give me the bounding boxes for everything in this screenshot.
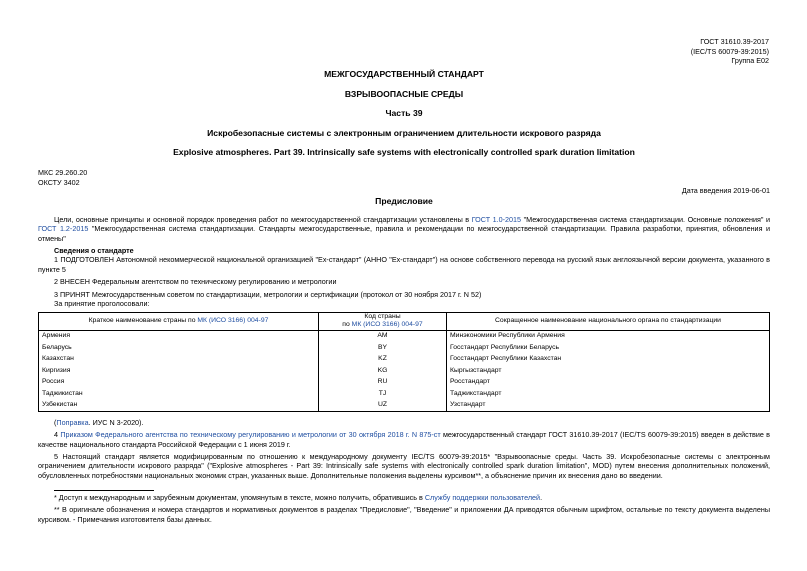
code-cell: BY xyxy=(319,342,447,354)
code-cell: UZ xyxy=(319,400,447,412)
item-5: 5 Настоящий стандарт является модифицированным по отношению к международному документу IEC/TS 60079-39:2015* "Взрывоопасные среды. Часть 39. Искробезопасные системы с электронным ограничением длительности искрового разряда" ("Explosive atmospheres - Part 39: Intrinsically safe systems with electronically controlled spark duration limitation", MOD) путем внесения дополнительных положений, обусловленных потребностями национальных экономик стран, указанных выше. Дополнительные положения выделены курсивом**, а объяснение причин их внесения дано во введении. xyxy=(38,452,770,480)
mk-iso-link-2[interactable]: МК (ИСО 3166) 004-97 xyxy=(351,321,423,329)
amendment-note: (Поправка. ИУС N 3-2020). xyxy=(54,418,144,427)
title-explosive-atmospheres: ВЗРЫВООПАСНЫЕ СРЕДЫ xyxy=(344,89,464,99)
document-header xyxy=(691,37,769,66)
voted-label: За принятие проголосовали: xyxy=(54,298,150,308)
foreword-heading: Предисловие xyxy=(375,196,433,206)
footnote-1-end: . xyxy=(540,493,543,502)
code-cell: KZ xyxy=(319,354,447,366)
item-1: 1 ПОДГОТОВЛЕН Автономной некоммерческой национальной организацией "Ex-стандарт" (АННО "Ex-стандарт") на основе собственного перевода на русский язык англоязычной версии документа, указанного в пункте 5 xyxy=(38,255,770,274)
intro-paragraph xyxy=(38,215,770,243)
country-cell: Казахстан xyxy=(39,354,319,366)
item-4 xyxy=(38,430,770,449)
header-code-text: Код страны xyxy=(364,313,401,320)
body-cell: Таджикстандарт xyxy=(447,388,770,400)
body-cell: Минэкономики Республики Армения xyxy=(447,330,770,342)
header-code xyxy=(319,313,447,331)
footnote-divider xyxy=(54,490,154,491)
support-link[interactable]: Службу поддержки пользователей xyxy=(424,493,541,502)
body-cell: Росстандарт xyxy=(447,377,770,389)
after-table-text xyxy=(38,418,770,480)
body-cell: Госстандарт Республики Беларусь xyxy=(447,342,770,354)
code-cell: TJ xyxy=(319,388,447,400)
voting-countries-table xyxy=(38,312,770,412)
table-row xyxy=(39,400,770,412)
intro-text-b: "Межгосударственная система стандартизации. Основные положения" и xyxy=(521,215,770,224)
mks-code: МКС 29.260.20 xyxy=(38,168,88,177)
group-code: Группа Е02 xyxy=(731,56,769,66)
country-cell: Россия xyxy=(39,377,319,389)
table-row xyxy=(39,342,770,354)
header-body: Сокращенное наименование национального органа по стандартизации xyxy=(447,313,770,331)
okstu-code: ОКСТУ 3402 xyxy=(38,178,80,188)
footnote-1 xyxy=(38,493,770,502)
title-interstate-standard: МЕЖГОСУДАРСТВЕННЫЙ СТАНДАРТ xyxy=(324,69,484,79)
table-row xyxy=(39,388,770,400)
title-english: Explosive atmospheres. Part 39. Intrinsically safe systems with electronically controlled spark duration limitation xyxy=(173,147,635,157)
code-cell: AM xyxy=(319,330,447,342)
header-country xyxy=(39,313,319,331)
footnote-1-text: * Доступ к международным и зарубежным документам, упомянутым в тексте, можно получить, обратившись в xyxy=(54,493,425,502)
country-cell: Киргизия xyxy=(39,365,319,377)
country-cell: Таджикистан xyxy=(39,388,319,400)
standard-info-heading: Сведения о стандарте xyxy=(54,246,134,256)
amendment-text: . ИУС N 3-2020). xyxy=(88,418,144,427)
body-cell: Госстандарт Республики Казахстан xyxy=(447,354,770,366)
footnotes xyxy=(38,493,770,524)
intro-text-c: "Межгосударственная система стандартизации. Стандарты межгосударственные, правила и рекомендации по межгосударственной стандартизации. Правила разработки, принятия, обновления и отмены" xyxy=(38,224,770,243)
item-4-text: межгосударственный стандарт ГОСТ 31610.39-2017 (IEC/TS 60079-39:2015) введен в действие в качестве национального стандарта Российской Федерации с 1 июня 2019 г. xyxy=(38,430,770,449)
body-cell: Кыргызстандарт xyxy=(447,365,770,377)
footnote-2: ** В оригинале обозначения и номера стандартов и нормативных документов в разделах "Предисловие", "Введение" и приложении ДА приводятся обычным шрифтом, остальные по тексту документа выделены курсивом. - Примечания изготовителя базы данных. xyxy=(38,505,770,524)
gost-1-2-link[interactable]: ГОСТ 1.2-2015 xyxy=(38,224,89,234)
country-cell: Узбекистан xyxy=(39,400,319,412)
table-row xyxy=(39,354,770,366)
title-part: Часть 39 xyxy=(385,108,423,118)
country-cell: Армения xyxy=(39,330,319,342)
intro-text-a: Цели, основные принципы и основной порядок проведения работ по межгосударственной стандартизации установлены в xyxy=(54,215,472,224)
item-3: 3 ПРИНЯТ Межгосударственным советом по стандартизации, метрологии и сертификации (протокол от 30 ноября 2017 г. N 52) xyxy=(54,289,482,299)
body-cell: Узстандарт xyxy=(447,400,770,412)
table-row xyxy=(39,377,770,389)
country-cell: Беларусь xyxy=(39,342,319,354)
iec-number: (IEC/TS 60079-39:2015) xyxy=(690,46,769,56)
effective-date: Дата введения 2019-06-01 xyxy=(681,186,770,195)
table-row xyxy=(39,330,770,342)
title-russian: Искробезопасные системы с электронным ограничением длительности искрового разряда xyxy=(207,128,601,138)
gost-1-0-link[interactable]: ГОСТ 1.0-2015 xyxy=(471,215,522,224)
code-cell: KG xyxy=(319,365,447,377)
mk-iso-link-1[interactable]: МК (ИСО 3166) 004-97 xyxy=(197,317,269,325)
item-2: 2 ВНЕСЕН Федеральным агентством по техническому регулированию и метрологии xyxy=(54,277,337,287)
classification-codes xyxy=(38,168,87,188)
gost-number: ГОСТ 31610.39-2017 xyxy=(700,37,769,46)
table-row xyxy=(39,365,770,377)
foreword-body xyxy=(38,215,770,308)
table-header-row xyxy=(39,313,770,331)
amendment-link[interactable]: Поправка xyxy=(56,418,89,427)
item-4-number: 4 xyxy=(54,430,61,440)
header-code-prefix: по xyxy=(342,321,352,329)
code-cell: RU xyxy=(319,377,447,389)
header-country-text: Краткое наименование страны по xyxy=(88,317,198,325)
order-link[interactable]: Приказом Федерального агентства по техническому регулированию и метрологии от 30 октября 2018 г. N 875-ст xyxy=(60,430,441,440)
